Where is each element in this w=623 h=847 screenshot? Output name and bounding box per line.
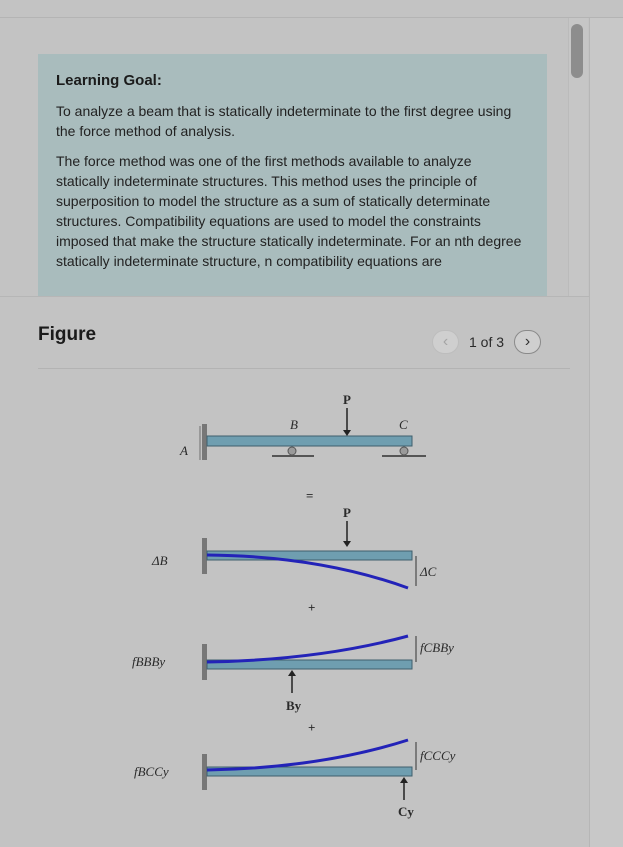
learning-goal-title: Learning Goal:: [56, 72, 162, 89]
learning-goal-box: [38, 54, 547, 296]
chevron-right-icon: ›: [524, 333, 531, 350]
label-fbc-cy: fBCCy: [134, 764, 169, 779]
label-b: B: [290, 417, 298, 432]
deflected-shape-3: [207, 636, 408, 662]
fixed-wall-3: [202, 644, 207, 680]
beam-superposition-figure: [120, 380, 480, 820]
chevron-left-icon: ‹: [442, 333, 449, 350]
label-fcb-by: fCBBy: [420, 640, 454, 655]
redundant-by-diagram: [132, 636, 454, 713]
label-cy: Cy: [398, 804, 414, 819]
figure-title: Figure: [38, 324, 97, 345]
arrowhead-up-icon: [288, 670, 296, 676]
figure-pager: [432, 330, 541, 354]
equals-sign: =: [306, 488, 314, 503]
plus-sign-1: +: [308, 600, 316, 615]
label-delta-c: ΔC: [420, 564, 437, 579]
label-c: C: [399, 417, 408, 432]
arrowhead-down-icon: [343, 430, 351, 436]
label-fbb-by: fBBBy: [132, 654, 166, 669]
redundant-cy-diagram: [134, 740, 456, 819]
scrollbar-thumb[interactable]: [571, 24, 583, 78]
fixed-wall-2: [202, 538, 207, 574]
fixed-wall-a: [202, 424, 207, 460]
roller-b: [288, 447, 296, 455]
section-divider: [0, 296, 589, 297]
primary-structure-diagram: [151, 505, 437, 588]
label-by: By: [286, 698, 302, 713]
learning-goal-paragraph-1: To analyze a beam that is statically indeterminate to the first degree using the force method of analysis.: [56, 103, 512, 139]
figure-divider: [38, 368, 570, 369]
previous-figure-button[interactable]: [432, 330, 459, 354]
fixed-wall-4: [202, 754, 207, 790]
label-fcc-cy: fCCCy: [420, 748, 456, 763]
label-a: A: [180, 443, 188, 458]
arrowhead-up-icon: [400, 777, 408, 783]
original-beam-diagram: [179, 392, 426, 460]
label-p-1: P: [343, 392, 351, 407]
next-figure-button[interactable]: [514, 330, 541, 354]
top-divider: [0, 17, 623, 18]
deflected-shape-4: [207, 740, 408, 770]
right-side-panel: [589, 18, 623, 847]
roller-c: [400, 447, 408, 455]
label-delta-b: ΔB: [152, 553, 168, 568]
figure-page-count: 1 of 3: [469, 334, 505, 350]
plus-sign-2: +: [308, 720, 316, 735]
learning-goal-paragraph-2: The force method was one of the first methods available to analyze statically indeterminate structures. This method uses the principle of superposition to model the structure as a sum of statically determinate structures. Compatibility equations are used to model the constraints imposed that make the structure statically indeterminate. For an nth degree statically indeterminate structure, n compatibility equations are: [56, 153, 522, 269]
beam-full: [207, 436, 412, 446]
label-p-2: P: [343, 505, 351, 520]
arrowhead-down-icon: [343, 541, 351, 547]
